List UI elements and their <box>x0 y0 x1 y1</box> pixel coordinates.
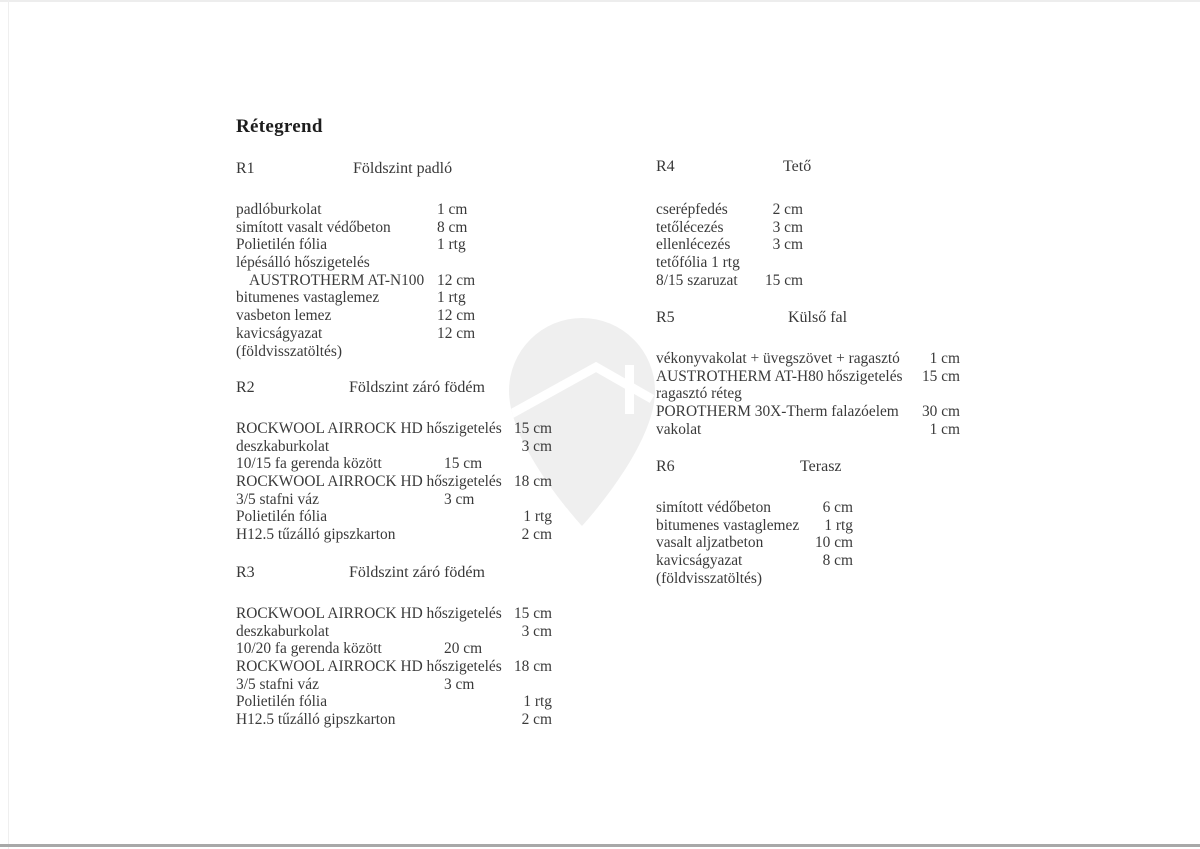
layer-material-label: ROCKWOOL AIRROCK HD hőszigetelés <box>236 658 502 676</box>
layer-section-r5 <box>656 309 963 438</box>
layer-material-label: padlóburkolat <box>236 201 322 218</box>
layer-thickness-value: 20 cm <box>444 640 483 658</box>
layer-row <box>236 711 558 729</box>
layer-row <box>236 438 558 456</box>
layer-material-label: kavicságyazat <box>656 552 743 570</box>
layer-thickness-value: 3 cm <box>521 437 552 455</box>
layer-rows <box>236 201 558 360</box>
section-header <box>656 309 963 327</box>
layer-section-r3 <box>236 564 558 729</box>
layer-thickness-value: 1 rtg <box>523 508 552 526</box>
layer-thickness-value: 30 cm <box>921 403 960 421</box>
layer-material-label: cserépfedés <box>656 201 728 218</box>
section-code: R4 <box>656 158 675 175</box>
layer-thickness-value: 3 cm <box>444 490 475 508</box>
layer-material-label: ROCKWOOL AIRROCK HD hőszigetelés <box>236 420 502 437</box>
layer-material-label: simított védőbeton <box>656 499 771 516</box>
layer-material-label: vasbeton lemez <box>236 307 332 325</box>
layer-row <box>236 272 558 290</box>
layer-material-label: 3/5 stafni váz <box>236 675 319 693</box>
layer-row <box>236 289 558 307</box>
layer-thickness-value: 2 cm <box>521 526 552 544</box>
layer-material-label: bitumenes vastaglemez <box>656 516 800 534</box>
layer-material-label: POROTHERM 30X-Therm falazóelem <box>656 403 899 421</box>
layer-material-label: Polietilén fólia <box>236 508 328 526</box>
layer-material-label: (földvisszatöltés) <box>236 342 342 360</box>
layer-rows <box>236 420 558 544</box>
layer-row <box>236 473 558 491</box>
layer-row <box>236 526 558 544</box>
layer-thickness-value: 12 cm <box>437 271 476 289</box>
layer-thickness-value: 3 cm <box>444 675 475 693</box>
page-top-border <box>0 0 1200 2</box>
layer-row <box>656 517 855 535</box>
section-code: R5 <box>656 309 675 326</box>
section-title: Földszint záró födém <box>349 564 485 581</box>
layer-rows <box>656 201 804 289</box>
section-title: Terasz <box>800 458 842 475</box>
layer-thickness-value: 8 cm <box>822 552 853 570</box>
layer-row <box>656 534 855 552</box>
layer-material-label: tetőfólia 1 rtg <box>656 254 740 272</box>
section-header <box>236 564 558 582</box>
layer-thickness-value: 2 cm <box>772 201 803 218</box>
layer-row <box>656 236 804 254</box>
layer-thickness-value: 3 cm <box>521 622 552 640</box>
layer-thickness-value: 15 cm <box>921 367 960 385</box>
layer-row <box>236 219 558 237</box>
layer-row <box>236 455 558 473</box>
layer-thickness-value: 1 rtg <box>437 289 466 307</box>
layer-thickness-value: 10 cm <box>814 534 853 552</box>
layer-rows <box>236 605 558 729</box>
layer-thickness-value: 2 cm <box>521 711 552 729</box>
layer-row <box>236 325 558 343</box>
layer-row <box>656 368 963 386</box>
layer-material-label: deszkaburkolat <box>236 622 330 640</box>
layer-thickness-value: 1 rtg <box>523 693 552 711</box>
layer-row <box>656 421 963 439</box>
section-header <box>656 158 812 176</box>
layer-row <box>236 343 558 361</box>
layer-thickness-value: 18 cm <box>513 473 552 491</box>
layer-material-label: AUSTROTHERM AT-H80 hőszigetelés <box>656 367 903 385</box>
layer-material-label: ragasztó réteg <box>656 385 742 403</box>
section-header <box>656 458 855 476</box>
layer-material-label: 10/15 fa gerenda között <box>236 455 382 473</box>
layer-row <box>656 552 855 570</box>
layer-row <box>236 640 558 658</box>
section-code: R1 <box>236 160 255 177</box>
layer-material-label: Polietilén fólia <box>236 236 328 254</box>
layer-row <box>656 201 804 219</box>
layer-material-label: AUSTROTHERM AT-N100 <box>249 271 425 289</box>
layer-row <box>656 385 963 403</box>
layer-material-label: vakolat <box>656 420 702 438</box>
section-title: Földszint záró födém <box>349 379 485 396</box>
layer-section-r4 <box>656 158 812 289</box>
layer-thickness-value: 12 cm <box>437 307 476 325</box>
layer-row <box>656 350 963 368</box>
layer-row <box>236 605 558 623</box>
layer-material-label: ROCKWOOL AIRROCK HD hőszigetelés <box>236 605 502 622</box>
layer-row <box>656 219 804 237</box>
layer-thickness-value: 1 rtg <box>437 236 466 254</box>
layer-thickness-value: 15 cm <box>764 271 803 289</box>
layer-row <box>236 693 558 711</box>
section-header <box>236 379 558 397</box>
layer-material-label: 10/20 fa gerenda között <box>236 640 382 658</box>
layer-thickness-value: 6 cm <box>822 499 853 516</box>
layer-row <box>236 201 558 219</box>
layer-material-label: lépésálló hőszigetelés <box>236 254 370 272</box>
layer-row <box>236 508 558 526</box>
layer-material-label: H12.5 tűzálló gipszkarton <box>236 526 396 544</box>
layer-section-r6 <box>656 458 855 587</box>
layer-thickness-value: 18 cm <box>513 658 552 676</box>
layer-material-label: (földvisszatöltés) <box>656 569 762 587</box>
layer-material-label: ellenlécezés <box>656 236 731 254</box>
layer-row <box>656 272 804 290</box>
page-left-border <box>8 0 9 849</box>
document-title: Rétegrend <box>236 116 323 137</box>
layer-section-r2 <box>236 379 558 544</box>
layer-material-label: vasalt aljzatbeton <box>656 534 764 552</box>
layer-material-label: kavicságyazat <box>236 324 323 342</box>
layer-row <box>656 499 855 517</box>
section-code: R2 <box>236 379 255 396</box>
layer-material-label: ROCKWOOL AIRROCK HD hőszigetelés <box>236 473 502 491</box>
layer-section-r1 <box>236 160 558 360</box>
layer-material-label: tetőlécezés <box>656 218 724 236</box>
section-code: R6 <box>656 458 675 475</box>
layer-row <box>656 403 963 421</box>
layer-thickness-value: 1 cm <box>929 350 960 367</box>
layer-rows <box>656 350 963 438</box>
layer-thickness-value: 3 cm <box>772 218 803 236</box>
layer-thickness-value: 15 cm <box>444 455 483 473</box>
section-title: Tető <box>783 158 812 175</box>
layer-material-label: simított vasalt védőbeton <box>236 218 391 236</box>
layer-thickness-value: 3 cm <box>772 236 803 254</box>
layer-row <box>236 254 558 272</box>
section-code: R3 <box>236 564 255 581</box>
layer-material-label: bitumenes vastaglemez <box>236 289 380 307</box>
layer-material-label: deszkaburkolat <box>236 437 330 455</box>
section-header <box>236 160 558 178</box>
layer-thickness-value: 8 cm <box>437 218 468 236</box>
layer-row <box>236 658 558 676</box>
layer-material-label: H12.5 tűzálló gipszkarton <box>236 711 396 729</box>
layer-thickness-value: 15 cm <box>513 420 552 437</box>
layer-thickness-value: 1 rtg <box>824 516 853 534</box>
layer-row <box>236 236 558 254</box>
layer-material-label: 3/5 stafni váz <box>236 490 319 508</box>
layer-row <box>656 254 804 272</box>
layer-thickness-value: 12 cm <box>437 324 476 342</box>
layer-row <box>236 623 558 641</box>
layer-row <box>236 420 558 438</box>
layer-material-label: Polietilén fólia <box>236 693 328 711</box>
layer-thickness-value: 15 cm <box>513 605 552 622</box>
layer-material-label: vékonyvakolat + üvegszövet + ragasztó <box>656 350 900 367</box>
layer-row <box>236 676 558 694</box>
layer-material-label: 8/15 szaruzat <box>656 271 738 289</box>
layer-thickness-value: 1 cm <box>929 420 960 438</box>
layer-row <box>236 307 558 325</box>
layer-thickness-value: 1 cm <box>437 201 468 218</box>
section-title: Földszint padló <box>353 160 453 177</box>
section-title: Külső fal <box>788 309 848 326</box>
layer-row <box>236 491 558 509</box>
page-bottom-border <box>0 844 1200 847</box>
layer-row <box>656 570 855 588</box>
layer-rows <box>656 499 855 587</box>
